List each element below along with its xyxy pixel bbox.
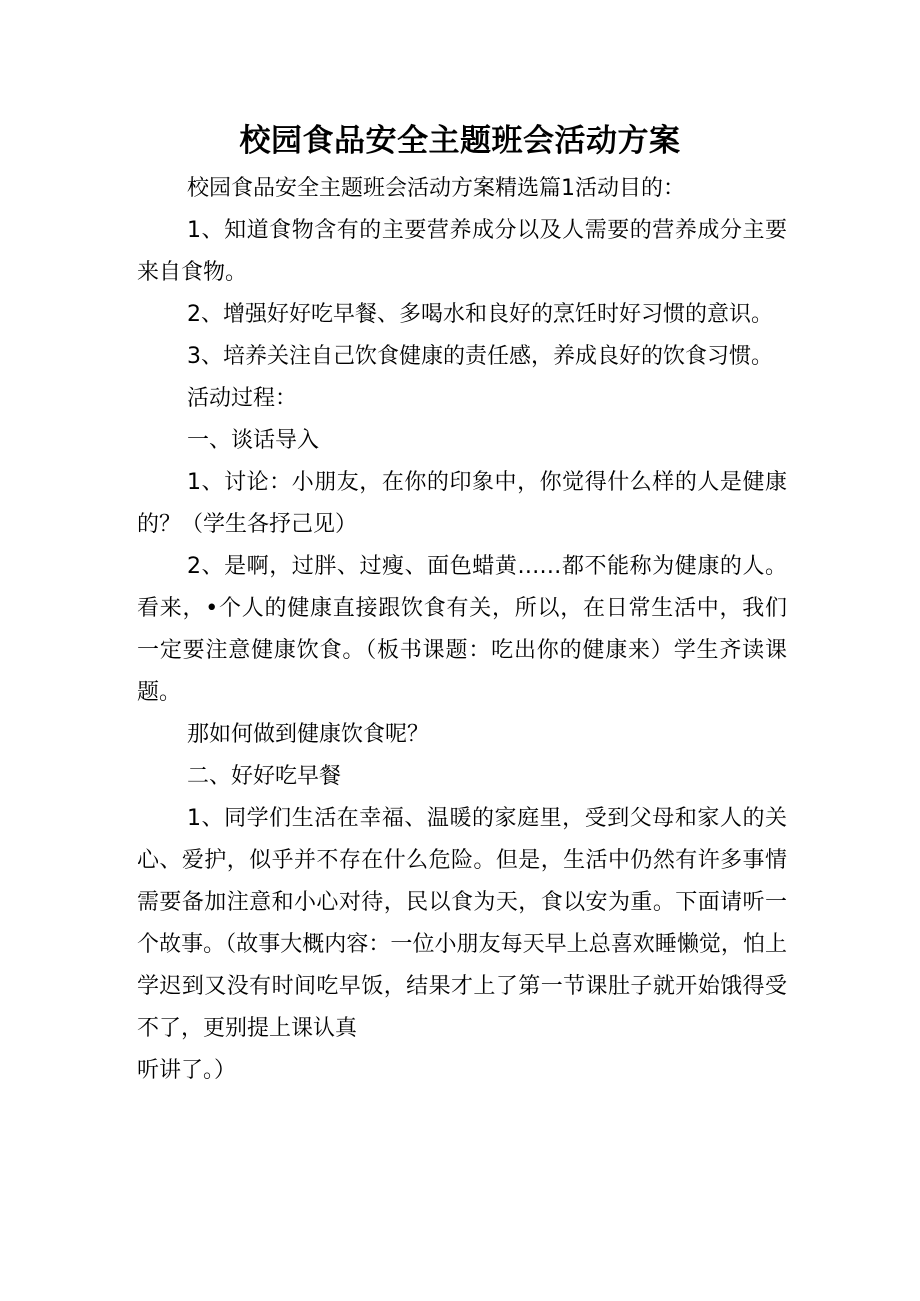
paragraph-section-1-heading: 一、谈话导入 [187,428,320,453]
paragraph-story: 1、同学们生活在幸福、温暖的家庭里，受到父母和家人的关心、爱护，似乎并不存在什么危险。但是，生活中仍然有许多事情需要备加注意和小心对待，民以食为天，食以安为重。下面请听一个故事。（故事大概内容：一位小朋友每天早上总喜欢睡懒觉，怕上学迟到又没有时间吃早饭，结果才上了第一节课肚子就开始饿得受不了，更别提上课认真 [137,806,787,1041]
document-body [137,168,787,1092]
paragraph-discussion: 1、讨论：小朋友，在你的印象中，你觉得什么样的人是健康的？（学生各抒己见） [137,470,787,537]
paragraph-question: 那如何做到健康饮食呢？ [187,722,430,747]
paragraph-healthy-diet: 2、是啊，过胖、过瘦、面色蜡黄……都不能称为健康的人。看来，•个人的健康直接跟饮食有关，所以，在日常生活中，我们一定要注意健康饮食。（板书课题：吃出你的健康来）学生齐读课题。 [137,554,787,705]
paragraph-goal-2: 2、增强好好吃早餐、多喝水和良好的烹饪时好习惯的意识。 [187,302,773,327]
paragraph-goal-1: 1、知道食物含有的主要营养成分以及人需要的营养成分主要来自食物。 [137,218,787,285]
paragraph-section-2-heading: 二、好好吃早餐 [187,764,342,789]
document-title: 校园食品安全主题班会活动方案 [239,123,681,159]
paragraph-story-end: 听讲了。） [137,1058,237,1083]
paragraph-goal-3: 3、培养关注自己饮食健康的责任感，养成良好的饮食习惯。 [187,344,773,369]
paragraph-process-heading: 活动过程： [187,386,298,411]
paragraph-intro: 校园食品安全主题班会活动方案精选篇1活动目的： [187,176,685,201]
